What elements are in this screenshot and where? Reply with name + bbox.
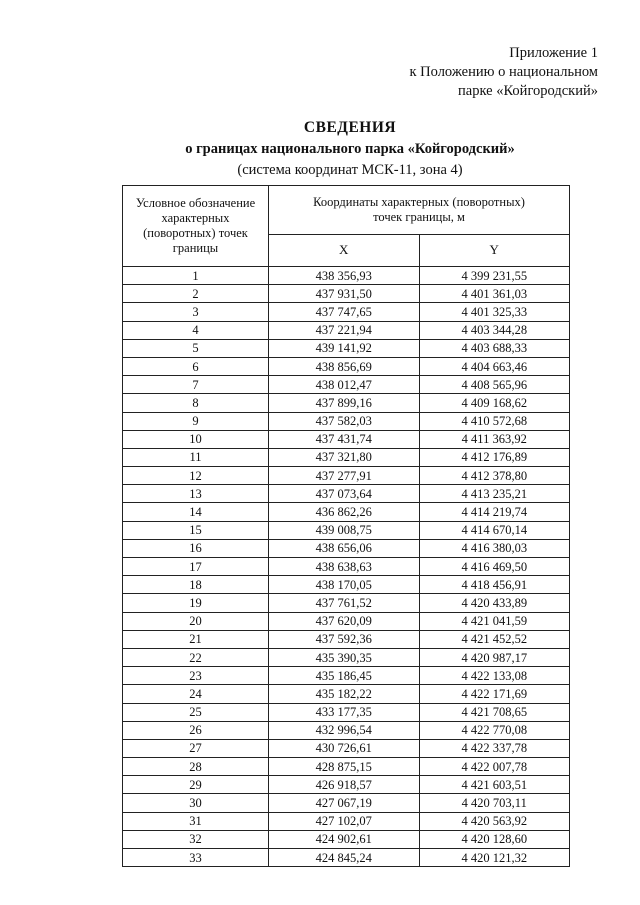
- document-subtitle: о границах национального парка «Койгородский»: [185, 141, 515, 157]
- point-number-cell: 12: [123, 467, 269, 485]
- appendix-line-2: к Положению о национальном: [409, 64, 598, 80]
- y-coordinate-cell: 4 420 703,11: [419, 794, 570, 812]
- x-coordinate-cell: 437 620,09: [269, 612, 420, 630]
- y-coordinate-cell: 4 414 670,14: [419, 521, 570, 539]
- point-number-cell: 3: [123, 303, 269, 321]
- x-coordinate-cell: 438 170,05: [269, 576, 420, 594]
- y-coordinate-cell: 4 418 456,91: [419, 576, 570, 594]
- table-row: [123, 703, 570, 721]
- appendix-note: [410, 44, 599, 101]
- y-coordinate-cell: 4 399 231,55: [419, 267, 570, 285]
- x-coordinate-cell: 439 141,92: [269, 339, 420, 357]
- point-number-cell: 7: [123, 376, 269, 394]
- boundary-points-table: [122, 185, 570, 867]
- x-coordinate-cell: 437 747,65: [269, 303, 420, 321]
- x-coordinate-cell: 438 638,63: [269, 558, 420, 576]
- y-coordinate-cell: 4 420 987,17: [419, 648, 570, 666]
- table-row: [123, 430, 570, 448]
- x-coordinate-cell: 435 186,45: [269, 667, 420, 685]
- table-row: [123, 739, 570, 757]
- y-coordinate-cell: 4 422 171,69: [419, 685, 570, 703]
- x-coordinate-cell: 426 918,57: [269, 776, 420, 794]
- point-number-cell: 28: [123, 758, 269, 776]
- y-coordinate-cell: 4 416 380,03: [419, 539, 570, 557]
- point-number-cell: 30: [123, 794, 269, 812]
- table-row: [123, 685, 570, 703]
- point-number-cell: 24: [123, 685, 269, 703]
- y-coordinate-cell: 4 421 452,52: [419, 630, 570, 648]
- document-heading: [0, 118, 640, 180]
- point-number-cell: 26: [123, 721, 269, 739]
- y-coordinate-cell: 4 412 378,80: [419, 467, 570, 485]
- y-coordinate-cell: 4 411 363,92: [419, 430, 570, 448]
- table-row: [123, 267, 570, 285]
- y-coordinate-cell: 4 403 344,28: [419, 321, 570, 339]
- y-coordinate-cell: 4 422 337,78: [419, 739, 570, 757]
- table-row: [123, 321, 570, 339]
- x-coordinate-cell: 437 073,64: [269, 485, 420, 503]
- y-coordinate-cell: 4 413 235,21: [419, 485, 570, 503]
- y-coordinate-cell: 4 420 128,60: [419, 830, 570, 848]
- table-row: [123, 648, 570, 666]
- table-row: [123, 394, 570, 412]
- table-body: [123, 267, 570, 867]
- x-coordinate-cell: 430 726,61: [269, 739, 420, 757]
- x-coordinate-cell: 424 902,61: [269, 830, 420, 848]
- table-row: [123, 558, 570, 576]
- point-number-cell: 22: [123, 648, 269, 666]
- table-row: [123, 794, 570, 812]
- table-row: [123, 667, 570, 685]
- point-number-cell: 33: [123, 849, 269, 867]
- table-row: [123, 849, 570, 867]
- point-number-cell: 23: [123, 667, 269, 685]
- y-coordinate-cell: 4 420 563,92: [419, 812, 570, 830]
- x-coordinate-cell: 437 221,94: [269, 321, 420, 339]
- x-coordinate-cell: 437 431,74: [269, 430, 420, 448]
- x-coordinate-cell: 433 177,35: [269, 703, 420, 721]
- x-coordinate-cell: 437 592,36: [269, 630, 420, 648]
- point-number-cell: 19: [123, 594, 269, 612]
- appendix-line-3: парке «Койгородский»: [458, 83, 598, 99]
- x-coordinate-cell: 432 996,54: [269, 721, 420, 739]
- point-number-cell: 13: [123, 485, 269, 503]
- point-number-cell: 21: [123, 630, 269, 648]
- y-coordinate-cell: 4 422 007,78: [419, 758, 570, 776]
- x-coordinate-cell: 438 856,69: [269, 357, 420, 375]
- y-coordinate-cell: 4 404 663,46: [419, 357, 570, 375]
- table-row: [123, 303, 570, 321]
- point-number-cell: 18: [123, 576, 269, 594]
- point-number-cell: 16: [123, 539, 269, 557]
- table-row: [123, 539, 570, 557]
- y-coordinate-cell: 4 421 041,59: [419, 612, 570, 630]
- table-row: [123, 576, 570, 594]
- x-coordinate-cell: 427 067,19: [269, 794, 420, 812]
- table-row: [123, 448, 570, 466]
- point-name-header-line-1: Условное обозначение: [135, 196, 256, 210]
- x-coordinate-cell: 438 356,93: [269, 267, 420, 285]
- x-coordinate-cell: 438 656,06: [269, 539, 420, 557]
- table-row: [123, 485, 570, 503]
- x-coordinate-cell: 438 012,47: [269, 376, 420, 394]
- x-coordinate-cell: 436 862,26: [269, 503, 420, 521]
- y-column-header: Y: [419, 234, 570, 266]
- table-row: [123, 830, 570, 848]
- y-coordinate-cell: 4 420 121,32: [419, 849, 570, 867]
- y-coordinate-cell: 4 416 469,50: [419, 558, 570, 576]
- y-coordinate-cell: 4 420 433,89: [419, 594, 570, 612]
- point-number-cell: 5: [123, 339, 269, 357]
- y-coordinate-cell: 4 409 168,62: [419, 394, 570, 412]
- table-row: [123, 467, 570, 485]
- point-number-cell: 14: [123, 503, 269, 521]
- y-coordinate-cell: 4 421 708,65: [419, 703, 570, 721]
- coordinates-header-line-2: точек границы, м: [373, 209, 465, 224]
- x-coordinate-cell: 428 875,15: [269, 758, 420, 776]
- point-number-cell: 4: [123, 321, 269, 339]
- point-number-cell: 10: [123, 430, 269, 448]
- point-name-header-line-4: границы: [172, 241, 219, 255]
- appendix-line-1: Приложение 1: [509, 45, 598, 61]
- table-row: [123, 521, 570, 539]
- coordinates-header-line-1: Координаты характерных (поворотных): [313, 194, 525, 209]
- x-coordinate-cell: 439 008,75: [269, 521, 420, 539]
- document-title: СВЕДЕНИЯ: [303, 119, 397, 136]
- table-row: [123, 721, 570, 739]
- point-name-header-line-2: характерных: [161, 211, 230, 225]
- table-row: [123, 376, 570, 394]
- x-coordinate-cell: 424 845,24: [269, 849, 420, 867]
- y-coordinate-cell: 4 403 688,33: [419, 339, 570, 357]
- y-coordinate-cell: 4 410 572,68: [419, 412, 570, 430]
- y-coordinate-cell: 4 422 133,08: [419, 667, 570, 685]
- point-number-cell: 11: [123, 448, 269, 466]
- y-coordinate-cell: 4 414 219,74: [419, 503, 570, 521]
- table-row: [123, 339, 570, 357]
- point-number-cell: 20: [123, 612, 269, 630]
- point-number-cell: 6: [123, 357, 269, 375]
- point-name-header-line-3: (поворотных) точек: [143, 226, 248, 240]
- point-number-cell: 29: [123, 776, 269, 794]
- table-row: [123, 285, 570, 303]
- y-coordinate-cell: 4 401 361,03: [419, 285, 570, 303]
- table-row: [123, 412, 570, 430]
- table-row: [123, 594, 570, 612]
- x-column-header: X: [269, 234, 420, 266]
- table-row: [123, 776, 570, 794]
- y-coordinate-cell: 4 401 325,33: [419, 303, 570, 321]
- point-number-cell: 8: [123, 394, 269, 412]
- table-row: [123, 630, 570, 648]
- coordinates-header: [269, 186, 570, 235]
- table-row: [123, 812, 570, 830]
- point-number-cell: 1: [123, 267, 269, 285]
- point-number-cell: 2: [123, 285, 269, 303]
- point-number-cell: 9: [123, 412, 269, 430]
- x-coordinate-cell: 437 931,50: [269, 285, 420, 303]
- x-coordinate-cell: 437 321,80: [269, 448, 420, 466]
- x-coordinate-cell: 437 899,16: [269, 394, 420, 412]
- x-coordinate-cell: 437 761,52: [269, 594, 420, 612]
- coordinate-system-note: (система координат МСК-11, зона 4): [237, 162, 463, 178]
- y-coordinate-cell: 4 412 176,89: [419, 448, 570, 466]
- x-coordinate-cell: 427 102,07: [269, 812, 420, 830]
- table-row: [123, 503, 570, 521]
- point-number-cell: 25: [123, 703, 269, 721]
- table-row: [123, 612, 570, 630]
- table-header: [123, 186, 570, 267]
- point-number-cell: 17: [123, 558, 269, 576]
- table-row: [123, 758, 570, 776]
- point-number-cell: 15: [123, 521, 269, 539]
- x-coordinate-cell: 435 182,22: [269, 685, 420, 703]
- point-name-header: [123, 186, 269, 267]
- x-coordinate-cell: 437 582,03: [269, 412, 420, 430]
- y-coordinate-cell: 4 408 565,96: [419, 376, 570, 394]
- table-row: [123, 357, 570, 375]
- x-coordinate-cell: 435 390,35: [269, 648, 420, 666]
- point-number-cell: 32: [123, 830, 269, 848]
- point-number-cell: 27: [123, 739, 269, 757]
- point-number-cell: 31: [123, 812, 269, 830]
- y-coordinate-cell: 4 422 770,08: [419, 721, 570, 739]
- x-coordinate-cell: 437 277,91: [269, 467, 420, 485]
- y-coordinate-cell: 4 421 603,51: [419, 776, 570, 794]
